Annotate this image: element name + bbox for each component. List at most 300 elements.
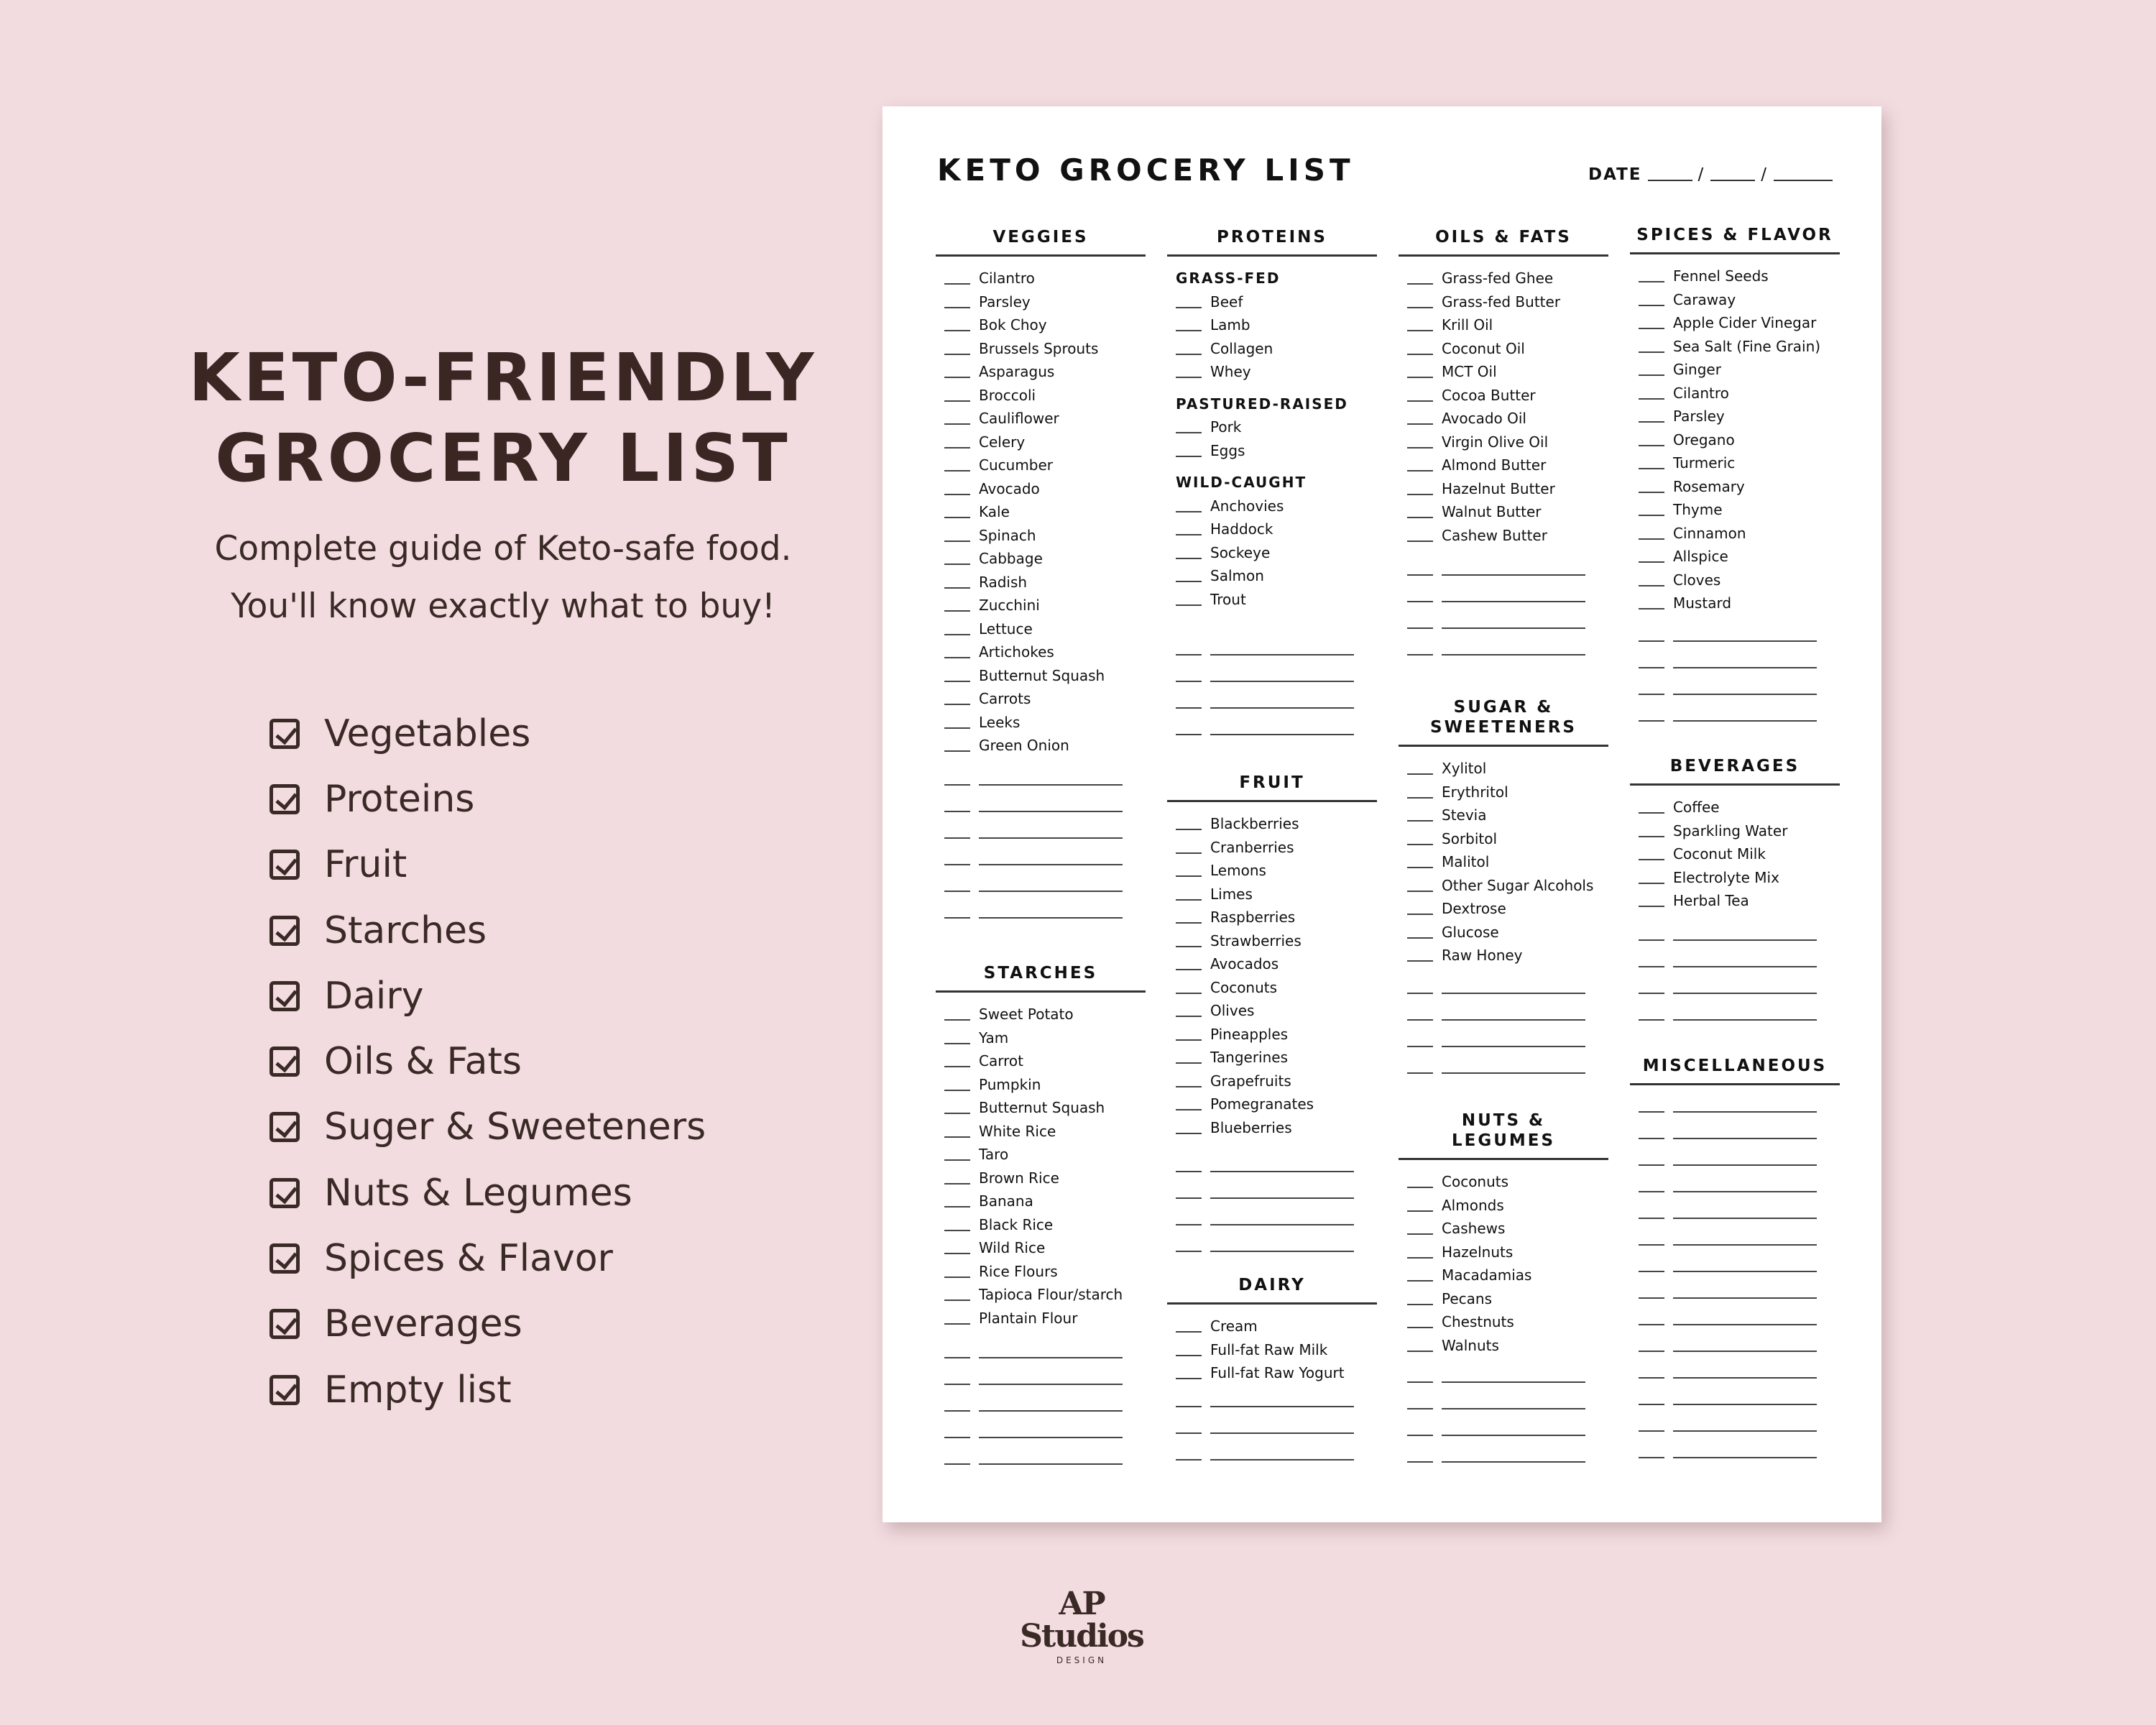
write-in-line	[1210, 734, 1354, 735]
checklist-item[interactable]	[944, 1049, 1146, 1073]
feature-item	[270, 766, 706, 832]
section-title: OILS & FATS	[1399, 227, 1608, 257]
empty-line-item[interactable]	[1407, 1443, 1608, 1469]
write-in-line	[1673, 694, 1817, 695]
item-label: Plantain Flour	[979, 1309, 1078, 1327]
checklist-item[interactable]	[944, 1260, 1146, 1284]
subgroup-heading: WILD-CAUGHT	[1176, 474, 1307, 491]
check-blank	[1639, 859, 1664, 860]
empty-line-item[interactable]	[1176, 689, 1377, 715]
checklist-item[interactable]	[1176, 494, 1377, 518]
check-blank	[1176, 875, 1202, 877]
empty-line-item[interactable]	[1407, 582, 1608, 609]
check-blank	[1176, 1039, 1202, 1041]
item-label: Carrots	[979, 690, 1031, 707]
check-blank	[1639, 608, 1664, 610]
empty-line-item[interactable]	[944, 1392, 1146, 1418]
checklist-item[interactable]	[1176, 836, 1377, 860]
checklist-item[interactable]	[1407, 1287, 1608, 1311]
checklist-item[interactable]	[1639, 889, 1840, 913]
checklist-item[interactable]	[944, 1026, 1146, 1050]
checklist-item[interactable]	[1176, 906, 1377, 929]
checklist-item[interactable]	[944, 1213, 1146, 1237]
empty-line-item[interactable]	[1407, 1416, 1608, 1443]
empty-line-item[interactable]	[1639, 1172, 1840, 1199]
section-miscellaneous	[1630, 1056, 1840, 1465]
item-label: Turmeric	[1673, 454, 1736, 472]
item-label: Radish	[979, 573, 1028, 591]
write-in-line	[1442, 1381, 1585, 1383]
empty-line-item[interactable]	[944, 846, 1146, 873]
item-label: Whey	[1210, 363, 1251, 380]
checklist-item[interactable]	[1639, 311, 1840, 335]
checklist-item[interactable]	[1176, 1092, 1377, 1116]
empty-line-item[interactable]	[1639, 975, 1840, 1001]
empty-line-item[interactable]	[1176, 635, 1377, 662]
checklist-item[interactable]	[1639, 264, 1840, 288]
checklist-item[interactable]	[1176, 1361, 1377, 1385]
checklist-item[interactable]	[1407, 454, 1608, 477]
item-label: Erythritol	[1442, 783, 1508, 801]
checklist-item[interactable]	[944, 1003, 1146, 1026]
check-blank	[944, 811, 970, 812]
check-blank	[1639, 374, 1664, 376]
checklist-item[interactable]	[1407, 804, 1608, 827]
item-label: Lamb	[1210, 316, 1250, 334]
checklist-item[interactable]	[944, 687, 1146, 711]
empty-line-item[interactable]	[1639, 1279, 1840, 1305]
item-label: Malitol	[1442, 853, 1490, 870]
check-blank	[1639, 906, 1664, 907]
checklist-item[interactable]	[1176, 976, 1377, 1000]
checklist-item[interactable]	[944, 500, 1146, 524]
checklist-item[interactable]	[1407, 827, 1608, 851]
item-label: Leeks	[979, 713, 1021, 731]
checklist-item[interactable]	[944, 664, 1146, 688]
item-label: Anchovies	[1210, 497, 1284, 515]
date-blank-year	[1774, 179, 1833, 181]
empty-line-item[interactable]	[1639, 1332, 1840, 1358]
checklist-item[interactable]	[1176, 883, 1377, 906]
empty-line-item[interactable]	[944, 899, 1146, 926]
feature-item	[270, 832, 706, 898]
checklist-item[interactable]	[1407, 337, 1608, 361]
check-blank	[1639, 328, 1664, 329]
section-title: STARCHES	[936, 963, 1146, 993]
item-label: White Rice	[979, 1122, 1056, 1140]
checklist-item[interactable]	[944, 384, 1146, 408]
checklist-item[interactable]	[944, 267, 1146, 290]
checklist-item[interactable]	[1176, 337, 1377, 361]
checklist-item[interactable]	[1407, 1241, 1608, 1264]
check-blank	[1176, 1355, 1202, 1356]
check-blank	[944, 447, 970, 448]
empty-line-item[interactable]	[1639, 921, 1840, 948]
check-blank	[1176, 922, 1202, 924]
checklist-item[interactable]	[944, 1167, 1146, 1190]
check-blank	[1176, 899, 1202, 901]
item-label: Spinach	[979, 526, 1036, 544]
write-in-line	[1442, 1461, 1585, 1463]
write-in-line	[979, 1410, 1123, 1412]
checklist-item[interactable]	[1407, 384, 1608, 408]
check-blank	[1407, 993, 1433, 994]
check-blank	[1639, 515, 1664, 516]
checklist-item[interactable]	[944, 313, 1146, 337]
empty-line-item[interactable]	[1407, 1054, 1608, 1081]
empty-line-item[interactable]	[1176, 1205, 1377, 1232]
item-label: Black Rice	[979, 1215, 1054, 1233]
checklist-item[interactable]	[1176, 290, 1377, 314]
check-blank	[1639, 667, 1664, 668]
checklist-item[interactable]	[944, 1143, 1146, 1167]
checklist-item[interactable]	[1639, 569, 1840, 592]
checklist-item[interactable]	[1176, 588, 1377, 612]
write-in-line	[1210, 681, 1354, 682]
section-title: BEVERAGES	[1630, 756, 1840, 786]
check-blank	[1176, 1224, 1202, 1225]
empty-line-item[interactable]	[944, 1338, 1146, 1365]
empty-line-item[interactable]	[944, 819, 1146, 846]
empty-line-item[interactable]	[944, 1365, 1146, 1392]
checklist-item[interactable]	[1407, 477, 1608, 501]
checklist-item[interactable]	[944, 1096, 1146, 1120]
checklist-item[interactable]	[1176, 999, 1377, 1023]
empty-line-item[interactable]	[1176, 1388, 1377, 1414]
checklist-item[interactable]	[944, 1120, 1146, 1144]
empty-line-item[interactable]	[1407, 1389, 1608, 1416]
write-in-line	[1210, 1459, 1354, 1460]
checklist-item[interactable]	[1407, 524, 1608, 548]
empty-line-item[interactable]	[1639, 1001, 1840, 1028]
logo-line2: Studios	[1020, 1618, 1143, 1655]
checklist-item[interactable]	[1407, 921, 1608, 944]
write-in-line	[1442, 627, 1585, 629]
empty-line-item[interactable]	[1176, 1441, 1377, 1468]
write-in-line	[1673, 1377, 1817, 1379]
section-spices	[1630, 225, 1840, 729]
checklist-item[interactable]	[1176, 1023, 1377, 1046]
check-blank	[1407, 601, 1433, 602]
check-blank	[944, 400, 970, 402]
checklist-item[interactable]	[1639, 451, 1840, 475]
checklist-item[interactable]	[1407, 1194, 1608, 1218]
check-blank	[1639, 585, 1664, 586]
checklist-item[interactable]	[1639, 592, 1840, 615]
empty-line-item[interactable]	[1639, 1225, 1840, 1252]
checklist-item[interactable]	[1176, 1338, 1377, 1362]
item-label: Cranberries	[1210, 838, 1294, 856]
empty-line-item[interactable]	[1639, 1385, 1840, 1412]
checklist-item[interactable]	[1407, 500, 1608, 524]
checklist-item[interactable]	[944, 407, 1146, 431]
write-in-line	[979, 917, 1123, 919]
checklist-item[interactable]	[1407, 431, 1608, 454]
write-in-line	[1210, 654, 1354, 656]
checklist-item[interactable]	[1639, 335, 1840, 359]
empty-line-item[interactable]	[1639, 622, 1840, 649]
check-blank	[1407, 283, 1433, 285]
checklist-item[interactable]	[1176, 541, 1377, 565]
write-in-line	[979, 837, 1123, 839]
checklist-item[interactable]	[944, 1190, 1146, 1213]
checklist-item[interactable]	[944, 734, 1146, 758]
checklist-item[interactable]	[944, 524, 1146, 548]
checklist-item[interactable]	[1176, 929, 1377, 953]
empty-line-item[interactable]	[1407, 1028, 1608, 1054]
promo-title-line1: KETO-FRIENDLY	[188, 339, 818, 416]
empty-line-item[interactable]	[1176, 1414, 1377, 1441]
checklist-item[interactable]	[944, 594, 1146, 617]
item-label: Coffee	[1673, 799, 1720, 816]
check-blank	[1176, 1197, 1202, 1199]
item-label: Butternut Squash	[979, 1099, 1105, 1116]
item-label: Thyme	[1673, 501, 1723, 518]
empty-line-item[interactable]	[1639, 649, 1840, 676]
checklist-item[interactable]	[1176, 1046, 1377, 1070]
item-label: Collagen	[1210, 339, 1273, 357]
empty-line-item[interactable]	[1176, 662, 1377, 689]
empty-line-item[interactable]	[1639, 1252, 1840, 1279]
check-blank	[944, 917, 970, 919]
check-blank	[944, 1276, 970, 1278]
checklist-item[interactable]	[944, 711, 1146, 735]
checklist-item[interactable]	[1407, 290, 1608, 314]
check-blank	[1176, 1459, 1202, 1460]
item-label: Pomegranates	[1210, 1095, 1314, 1113]
feature-label: Proteins	[324, 777, 475, 821]
checklist-item[interactable]	[944, 1307, 1146, 1330]
empty-line-item[interactable]	[1639, 1119, 1840, 1146]
item-label: Cashew Butter	[1442, 526, 1547, 544]
write-in-line	[1673, 1430, 1817, 1432]
check-blank	[1176, 354, 1202, 355]
empty-line-item[interactable]	[1407, 635, 1608, 662]
checklist-item[interactable]	[1407, 874, 1608, 898]
checklist-item[interactable]	[944, 617, 1146, 641]
section-starches	[936, 963, 1146, 1471]
checklist-item[interactable]	[1639, 428, 1840, 452]
check-blank	[1176, 1378, 1202, 1379]
checklist-item[interactable]	[1639, 358, 1840, 382]
empty-line-item[interactable]	[1407, 975, 1608, 1001]
checklist-item[interactable]	[1176, 859, 1377, 883]
item-label: Pumpkin	[979, 1075, 1041, 1093]
checklist-item[interactable]	[1176, 415, 1377, 439]
check-blank	[944, 1043, 970, 1044]
empty-line-item[interactable]	[1639, 1358, 1840, 1385]
item-label: Butternut Squash	[979, 666, 1105, 684]
empty-line-item[interactable]	[1176, 1152, 1377, 1179]
checklist-item[interactable]	[1407, 850, 1608, 874]
check-blank	[1176, 1171, 1202, 1172]
empty-line-item[interactable]	[1639, 1438, 1840, 1465]
item-label: Asparagus	[979, 363, 1055, 380]
write-in-line	[1442, 1408, 1585, 1409]
checkbox-checked-icon	[270, 1243, 300, 1274]
checklist-item[interactable]	[1639, 842, 1840, 866]
item-label: Macadamias	[1442, 1266, 1532, 1284]
checklist-item[interactable]	[1407, 313, 1608, 337]
checklist-item[interactable]	[1407, 1264, 1608, 1287]
empty-line-item[interactable]	[1176, 1232, 1377, 1259]
grocery-sheet	[883, 106, 1881, 1522]
checklist-item[interactable]	[1639, 475, 1840, 499]
empty-line-item[interactable]	[1639, 1305, 1840, 1332]
checklist-item[interactable]	[1407, 1310, 1608, 1334]
empty-line-item[interactable]	[1639, 702, 1840, 729]
checklist-item[interactable]	[1176, 439, 1377, 463]
checklist-item[interactable]	[1639, 866, 1840, 890]
checklist-item[interactable]	[944, 547, 1146, 571]
checklist-item[interactable]	[1639, 545, 1840, 569]
item-label: Brussels Sprouts	[979, 339, 1099, 357]
checklist-item[interactable]	[944, 337, 1146, 361]
checklist-item[interactable]	[1639, 382, 1840, 405]
checklist-item[interactable]	[1407, 781, 1608, 804]
empty-line-item[interactable]	[944, 766, 1146, 793]
section-title-line2: SWEETENERS	[1430, 718, 1577, 737]
check-blank	[1639, 1324, 1664, 1325]
checklist-item[interactable]	[1407, 1217, 1608, 1241]
checklist-item[interactable]	[1639, 819, 1840, 843]
checklist-item[interactable]	[1639, 796, 1840, 819]
empty-line-item[interactable]	[1407, 556, 1608, 582]
check-blank	[944, 283, 970, 285]
empty-line-item[interactable]	[944, 873, 1146, 899]
checklist-item[interactable]	[1407, 1334, 1608, 1358]
empty-line-item[interactable]	[1639, 1092, 1840, 1119]
feature-item	[270, 1357, 706, 1422]
empty-line-item[interactable]	[944, 793, 1146, 819]
item-label: Carrot	[979, 1052, 1023, 1070]
check-blank	[1639, 468, 1664, 469]
check-blank	[1407, 773, 1433, 775]
check-blank	[944, 1323, 970, 1325]
feature-label: Spices & Flavor	[324, 1237, 613, 1281]
item-label: Brown Rice	[979, 1169, 1059, 1187]
checklist-item[interactable]	[944, 1073, 1146, 1097]
check-blank	[1407, 797, 1433, 799]
checklist-item[interactable]	[944, 431, 1146, 454]
date-slash-2: /	[1761, 165, 1768, 184]
checklist-item[interactable]	[1176, 1070, 1377, 1093]
checklist-item[interactable]	[1176, 313, 1377, 337]
write-in-line	[1673, 1244, 1817, 1246]
checklist-item[interactable]	[1639, 405, 1840, 428]
write-in-line	[1210, 1171, 1354, 1172]
check-blank	[944, 1113, 970, 1114]
checklist-item[interactable]	[1639, 522, 1840, 546]
checklist-item[interactable]	[1407, 360, 1608, 384]
check-blank	[944, 1136, 970, 1138]
empty-line-item[interactable]	[1407, 1001, 1608, 1028]
write-in-line	[979, 891, 1123, 892]
item-label: Blackberries	[1210, 815, 1299, 832]
checklist-item[interactable]	[1407, 407, 1608, 431]
check-blank	[1407, 494, 1433, 495]
checklist-item[interactable]	[1176, 812, 1377, 836]
check-blank	[1407, 423, 1433, 425]
checklist-item[interactable]	[944, 477, 1146, 501]
section-title-line1: NUTS &	[1461, 1111, 1546, 1130]
empty-line-item[interactable]	[1639, 676, 1840, 702]
checklist-item[interactable]	[1176, 518, 1377, 541]
empty-line-item[interactable]	[1407, 609, 1608, 635]
section-title	[1399, 697, 1608, 747]
subgroup-heading: PASTURED-RAISED	[1176, 395, 1348, 413]
empty-line-item[interactable]	[1639, 1412, 1840, 1438]
checklist-item[interactable]	[1639, 288, 1840, 312]
check-blank	[944, 610, 970, 612]
empty-line-item[interactable]	[1407, 1363, 1608, 1389]
section-veggies	[936, 227, 1146, 926]
checklist-item[interactable]	[944, 1236, 1146, 1260]
checklist-item[interactable]	[1639, 498, 1840, 522]
empty-line-item[interactable]	[944, 1418, 1146, 1445]
checklist-item[interactable]	[944, 454, 1146, 477]
checkbox-checked-icon	[270, 1309, 300, 1339]
check-blank	[944, 837, 970, 839]
check-blank	[1639, 1111, 1664, 1113]
check-blank	[1639, 966, 1664, 967]
checklist-item[interactable]	[1176, 952, 1377, 976]
empty-line-item[interactable]	[1639, 1199, 1840, 1225]
check-blank	[1639, 305, 1664, 306]
check-blank	[944, 704, 970, 705]
checklist-item[interactable]	[944, 571, 1146, 594]
section-title-line2: LEGUMES	[1451, 1131, 1556, 1150]
item-label: Sea Salt (Fine Grain)	[1673, 337, 1821, 355]
check-blank	[1176, 734, 1202, 735]
empty-line-item[interactable]	[944, 1445, 1146, 1471]
section-title: DAIRY	[1167, 1275, 1377, 1305]
checklist-item[interactable]	[1176, 360, 1377, 384]
checklist-item[interactable]	[944, 290, 1146, 314]
checklist-item[interactable]	[1407, 267, 1608, 290]
check-blank	[1407, 820, 1433, 822]
checklist-item[interactable]	[1407, 757, 1608, 781]
item-label: MCT Oil	[1442, 363, 1497, 380]
checklist-item[interactable]	[944, 1283, 1146, 1307]
check-blank	[944, 307, 970, 308]
empty-line-item[interactable]	[1176, 1179, 1377, 1205]
checklist-item[interactable]	[1176, 1315, 1377, 1338]
empty-line-item[interactable]	[1176, 715, 1377, 742]
checklist-item[interactable]	[1407, 944, 1608, 967]
check-blank	[944, 587, 970, 589]
empty-line-item[interactable]	[1639, 1146, 1840, 1172]
check-blank	[944, 1253, 970, 1254]
check-blank	[944, 634, 970, 635]
check-blank	[944, 657, 970, 658]
check-blank	[944, 377, 970, 378]
checklist-item[interactable]	[944, 360, 1146, 384]
checklist-item[interactable]	[1407, 1170, 1608, 1194]
section-title: VEGGIES	[936, 227, 1146, 257]
check-blank	[944, 1206, 970, 1208]
checklist-item[interactable]	[944, 640, 1146, 664]
empty-line-item[interactable]	[1639, 948, 1840, 975]
check-blank	[1639, 694, 1664, 695]
check-blank	[1176, 581, 1202, 582]
check-blank	[1639, 1297, 1664, 1299]
checklist-item[interactable]	[1407, 897, 1608, 921]
item-label: Glucose	[1442, 923, 1499, 941]
checklist-item[interactable]	[1176, 564, 1377, 588]
checklist-item[interactable]	[1176, 1116, 1377, 1140]
check-blank	[1176, 330, 1202, 331]
